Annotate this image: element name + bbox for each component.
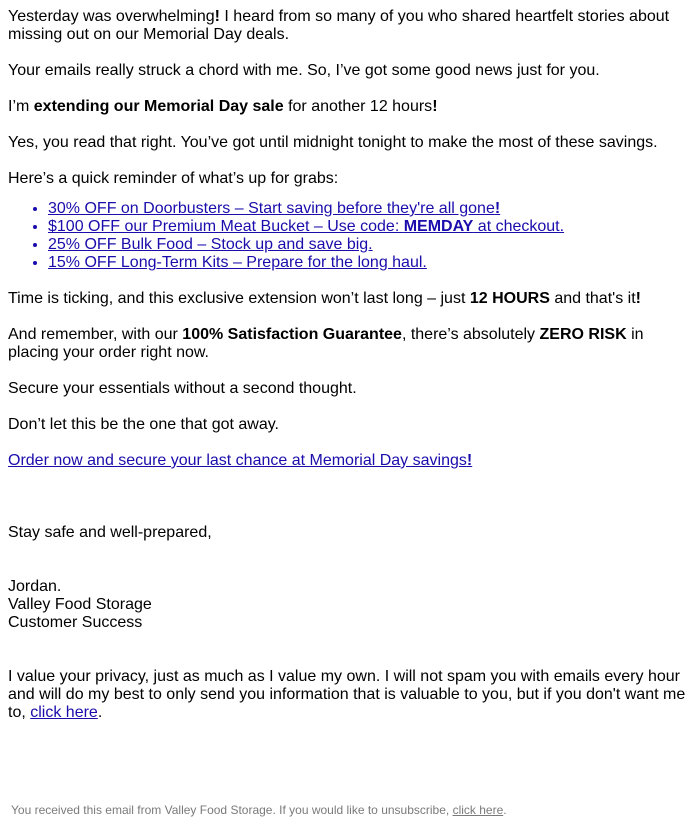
unsubscribe-link[interactable]: click here [452,803,504,817]
ticking-hours: 12 HOURS [469,290,550,307]
signature-company: Valley Food Storage [8,596,152,613]
guarantee-tail: in placing your order right now. [8,326,644,361]
ticking-lead: Time is ticking, and this exclusive extension won’t last long – just [8,290,470,307]
deal-link-long-term-kits[interactable]: 15% OFF Long-Term Kits – Prepare for the long haul. [48,254,427,271]
privacy-paragraph: I value your privacy, just as much as I value my own. I will not spam you with emails every hour and will do my best to only send you information that is valuable to you, but if you don't want me to, click here. [8,668,686,721]
guarantee-bold: 100% Satisfaction Guarantee [182,326,402,343]
deal-item [48,218,688,236]
footer-text: You received this email from Valley Food Storage. If you would like to unsubscribe, [11,803,453,817]
cta-paragraph [8,452,688,470]
deal-item [48,200,688,218]
extension-duration: for another 12 hours [283,98,433,115]
intro-paragraph [8,8,688,44]
zero-risk-bold: ZERO RISK [539,326,627,343]
ticking-exclamation: ! [635,290,641,307]
ticking-paragraph [8,290,688,308]
intro-text-rest: I heard from so many of you who shared heartfelt stories about missing out on our Memorial Day deals. [8,8,670,43]
deal-item [48,236,688,254]
deal-link-meat-bucket[interactable]: $100 OFF our Premium Meat Bucket – Use code: MEMDAY at checkout. [48,218,565,235]
chord-paragraph: Your emails really struck a chord with me. So, I’ve got some good news just for you. [8,62,600,79]
guarantee-lead: And remember, with our [8,326,183,343]
deal-item [48,254,688,272]
signature-role: Customer Success [8,614,143,631]
unsubscribe-footer: You received this email from Valley Food Storage. If you would like to unsubscribe, click here. [11,803,507,817]
reminder-paragraph: Here’s a quick reminder of what’s up for grabs: [8,170,339,187]
deal-link-doorbusters[interactable]: 30% OFF on Doorbusters – Start saving before they're all gone! [48,200,501,217]
guarantee-paragraph [8,326,688,362]
signature-name: Jordan. [8,578,62,595]
deal-link-bulk-food[interactable]: 25% OFF Bulk Food – Stock up and save big. [48,236,373,253]
secure-paragraph: Secure your essentials without a second thought. [8,380,357,397]
extension-lead: I’m [8,98,34,115]
dont-miss-paragraph: Don’t let this be the one that got away. [8,416,279,433]
privacy-text: I value your privacy, just as much as I value my own. I will not spam you with emails every hour and will do my best to only send you information that is valuable to you, but if you don't want me to, [8,668,686,721]
extension-paragraph [8,98,688,116]
intro-text: Yesterday was overwhelming [8,8,215,25]
extension-exclamation: ! [432,98,438,115]
privacy-click-here-link[interactable]: click here [30,704,98,721]
midnight-paragraph: Yes, you read that right. You’ve got until midnight tonight to make the most of these savings. [8,134,658,151]
ticking-tail: and that's it [549,290,636,307]
signature-block [8,578,688,632]
deals-list [8,200,688,272]
extension-bold: extending our Memorial Day sale [33,98,284,115]
order-now-link[interactable]: Order now and secure your last chance at Memorial Day savings! [8,452,473,469]
closing-line: Stay safe and well-prepared, [8,524,212,541]
intro-exclamation: ! [214,8,220,25]
guarantee-mid: , there’s absolutely [401,326,540,343]
